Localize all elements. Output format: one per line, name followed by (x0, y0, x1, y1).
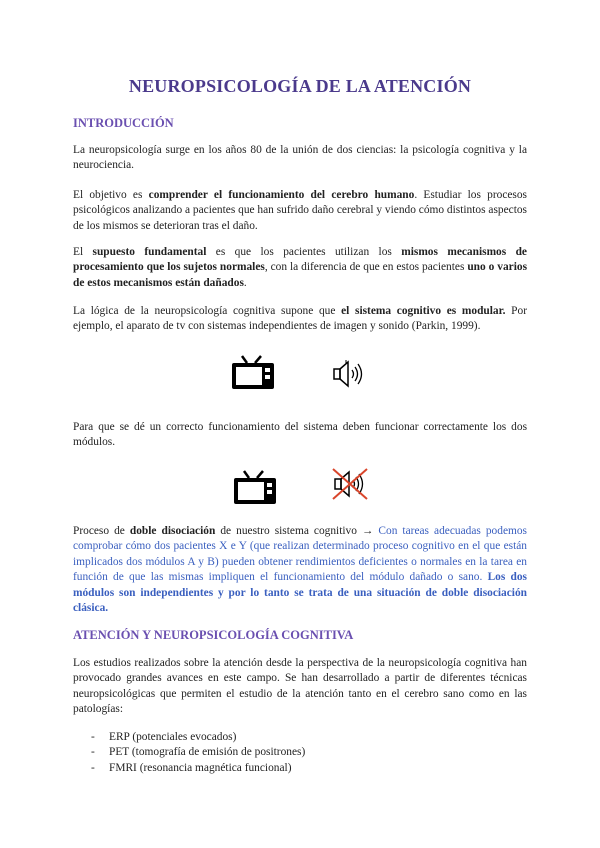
text-run: El objetivo es (73, 189, 149, 201)
paragraph-funcionamiento: Para que se dé un correcto funcionamiento del sistema deben funcionar correctamente los dos módulos. (73, 421, 527, 449)
text-bold: doble disociación (129, 525, 216, 537)
text-run: El (73, 246, 93, 258)
list-item (73, 730, 305, 745)
speaker-muted-icon (330, 466, 370, 502)
paragraph-objetivo (73, 188, 527, 234)
list-bullet: - (91, 746, 95, 759)
text-bold: uno o varios de estos mecanismos están dañados (73, 261, 527, 289)
list-bullet: - (91, 761, 95, 774)
list-item-text: ERP (potenciales evocados) (109, 731, 237, 743)
section-heading-atencion: ATENCIÓN Y NEUROPSICOLOGÍA COGNITIVA (73, 628, 354, 642)
paragraph-doble-disociacion (73, 524, 527, 616)
text-blue: Con tareas adecuadas podemos comprobar cómo dos pacientes X e Y (que realizan determinado proceso cognitivo en el que están implicados dos módulos A y B) pueden obtener rendimientos deficientes o normales en la tarea en función de que las mismas impliquen el funcionamiento del módulo dañado o sano. (73, 525, 527, 584)
text-run: . Estudiar los procesos psicológicos analizando a pacientes que han sufrido daño cerebral y viendo cómo distintos aspectos de los mismos se deterioran tras el daño. (73, 189, 527, 232)
paragraph-intro: La neuropsicología surge en los años 80 de la unión de dos ciencias: la psicología cognitiva y la neurociencia. (73, 144, 527, 172)
text-bold: mismos mecanismos de procesamiento que los sujetos normales (73, 246, 527, 274)
list-item (73, 745, 305, 760)
text-run: Proceso de (73, 525, 130, 537)
page-title: NEUROPSICOLOGÍA DE LA ATENCIÓN (128, 76, 472, 96)
text-bold: comprender el funcionamiento del cerebro humano (148, 189, 415, 201)
list-bullet: - (91, 731, 95, 743)
section-heading-introduccion: INTRODUCCIÓN (73, 116, 174, 130)
paragraph-logica (73, 304, 527, 335)
list-item-text: FMRI (resonancia magnética funcional) (109, 761, 292, 774)
text-run: La lógica de la neuropsicología cognitiva supone que (73, 305, 342, 317)
list-item-text: PET (tomografía de emisión de positrones) (109, 746, 306, 759)
tv-icon (230, 355, 276, 391)
tv-icon (232, 470, 278, 506)
text-run: Por ejemplo, el aparato de tv con sistemas independientes de imagen y sonido (Parkin, 1999). (73, 305, 527, 333)
text-blue-bold: Los dos módulos son independientes y por lo tanto se trata de una situación de doble disociación clásica. (73, 571, 527, 615)
speaker-icon (332, 358, 366, 390)
paragraph-estudios: Los estudios realizados sobre la atención desde la perspectiva de la neuropsicología cognitiva han provocado grandes avances en este campo. Se han desarrollado a partir de diferentes técnicas neuropsicológicas que permiten el estudio de la atención tanto en el cerebro sano como en las patologías: (73, 657, 527, 716)
text-run: de nuestro sistema cognitivo → (215, 525, 379, 537)
text-run: es que los pacientes utilizan los (206, 246, 402, 258)
text-bold: el sistema cognitivo es modular. (341, 305, 506, 317)
paragraph-supuesto (73, 245, 527, 291)
text-run: , con la diferencia de que en estos pacientes (264, 261, 468, 274)
text-run: . (243, 276, 247, 289)
techniques-list (73, 730, 305, 776)
list-item (73, 761, 305, 776)
text-bold: supuesto fundamental (92, 246, 207, 258)
